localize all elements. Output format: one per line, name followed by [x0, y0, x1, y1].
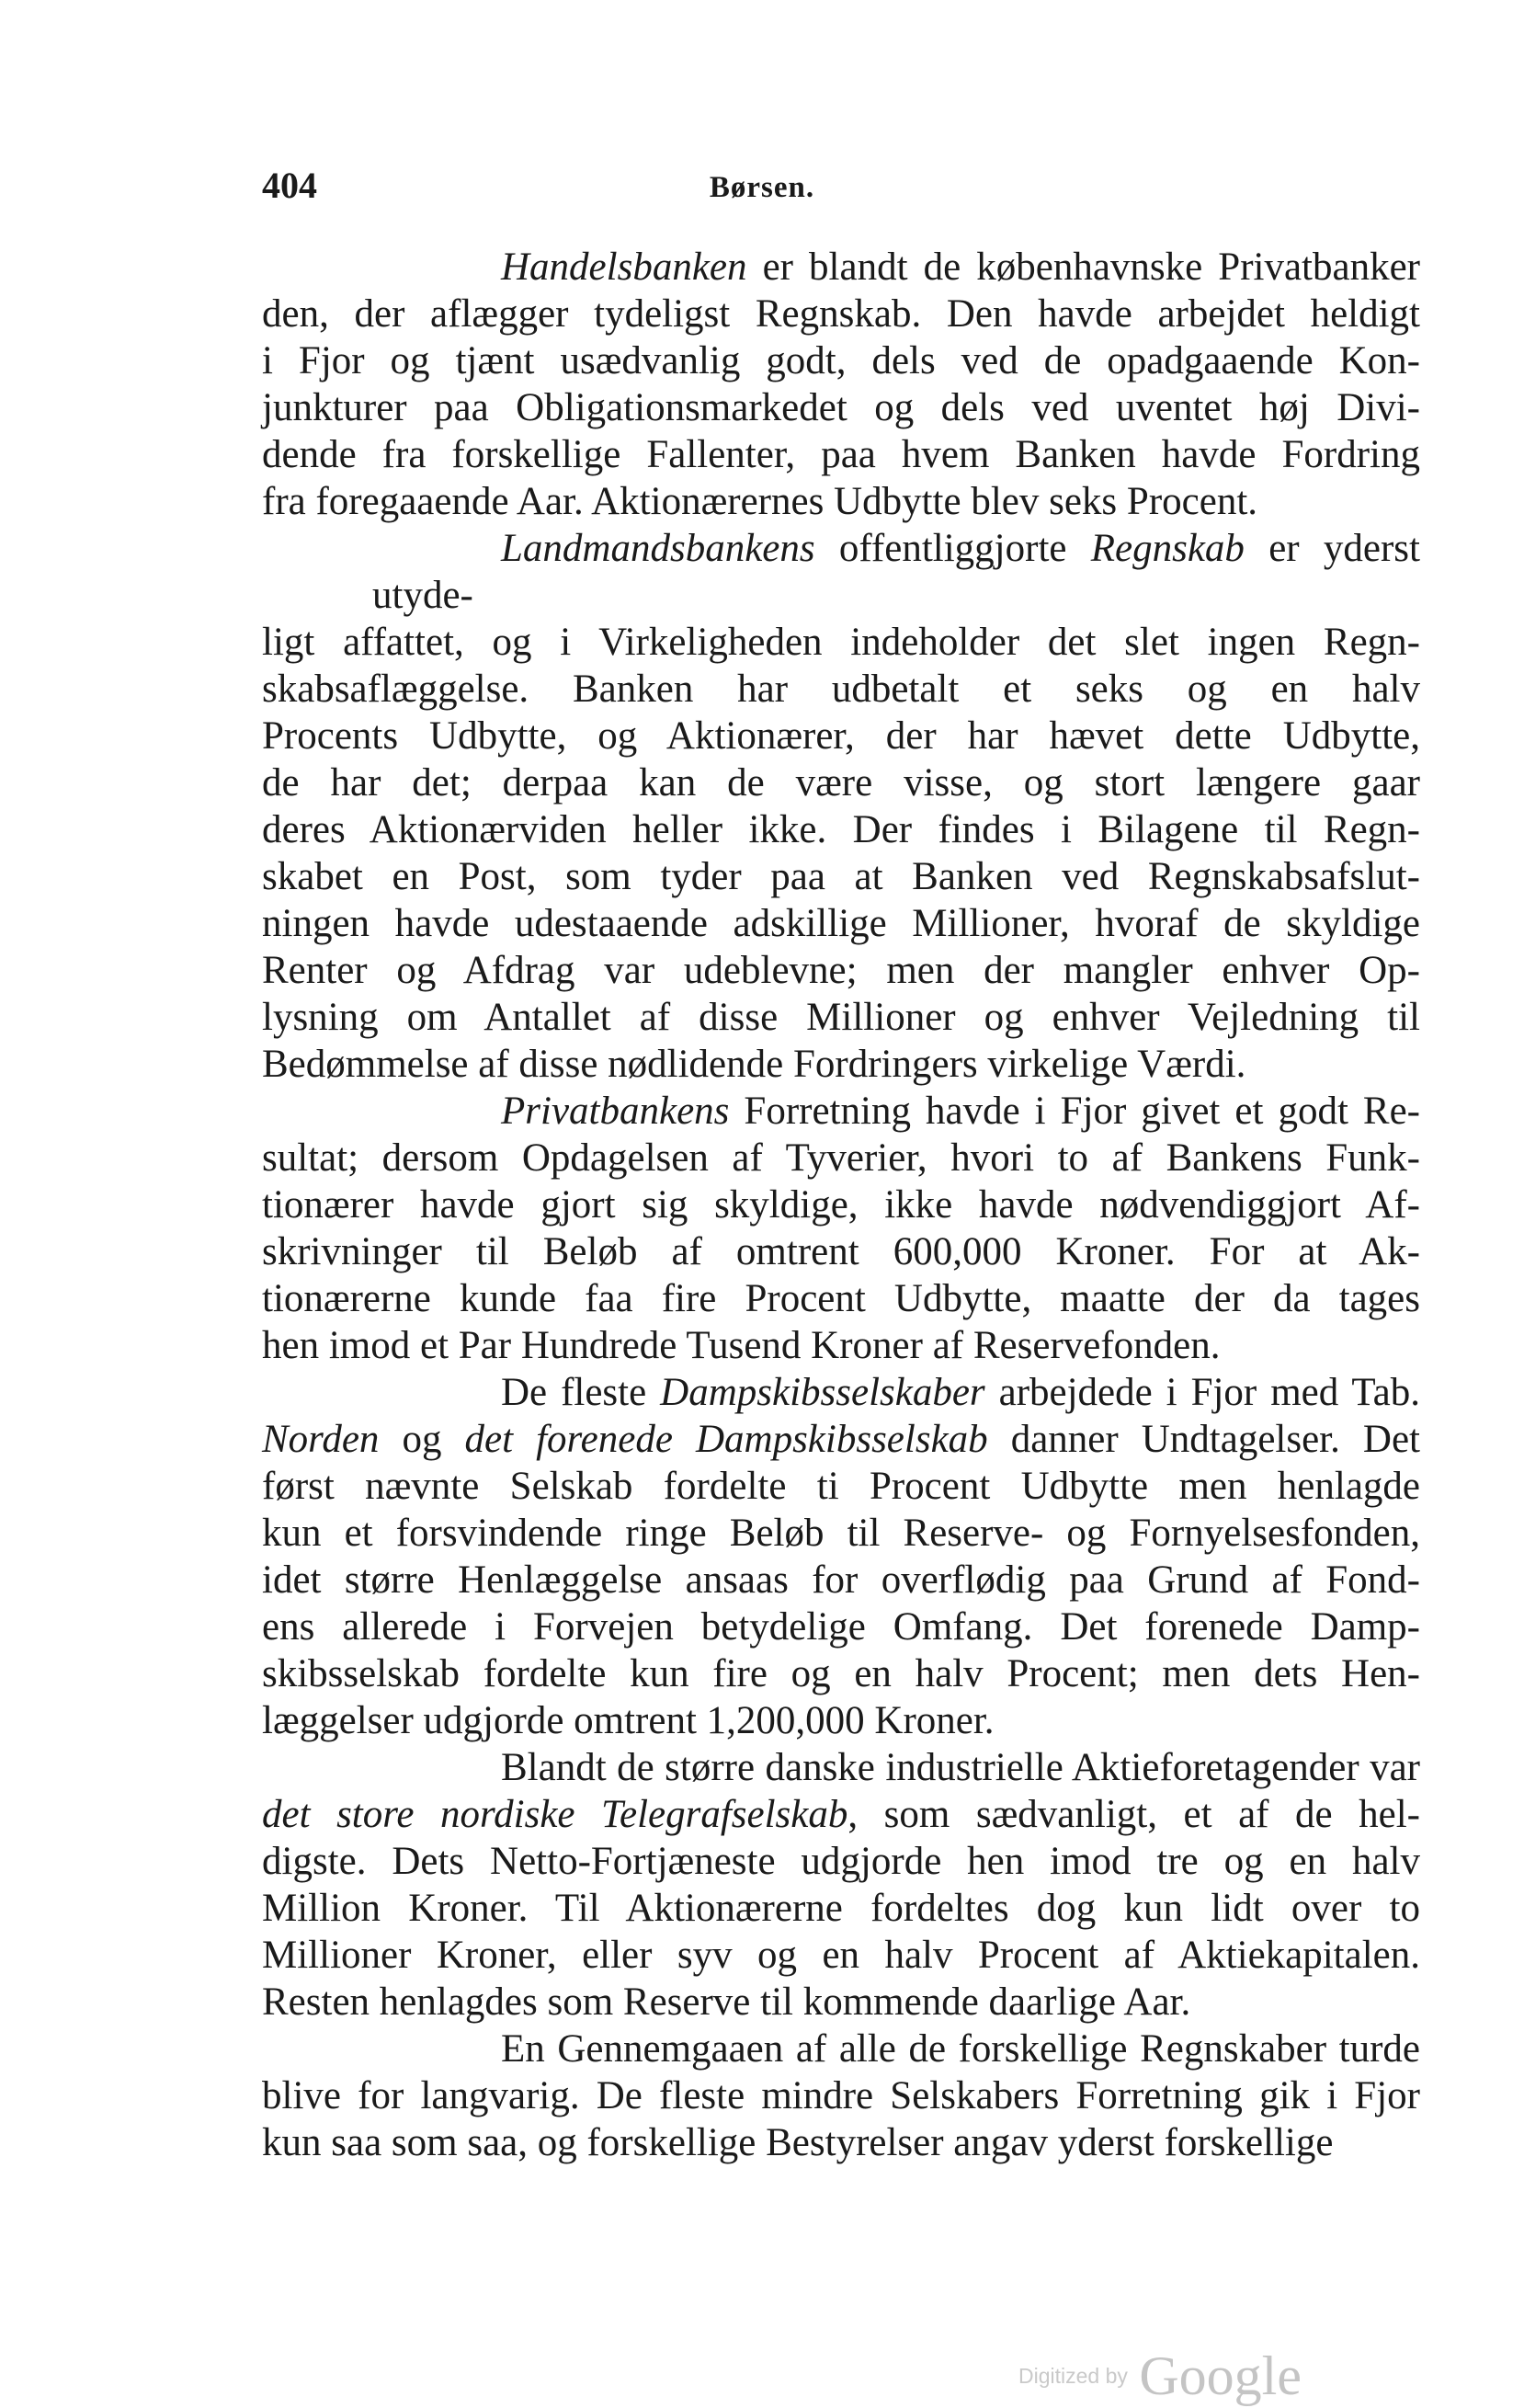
- text-line: [262, 1135, 1420, 1181]
- text-line: [262, 1416, 1420, 1463]
- text-run: skibsselskab fordelte kun fire og en halv Procent; men dets Hen-: [262, 1652, 1420, 1695]
- text-line: [262, 1275, 1420, 1322]
- text-run: skabsaflæggelse. Banken har udbetalt et seks og en halv: [262, 668, 1420, 711]
- text-line: [262, 1603, 1420, 1650]
- body-text: [262, 244, 1420, 2166]
- text-line: [262, 713, 1420, 759]
- text-run: Million Kroner. Til Aktionærerne fordeltes dog kun lidt over to: [262, 1887, 1420, 1930]
- text-run: , som sædvanligt, et af de hel-: [847, 1793, 1420, 1836]
- text-line: [262, 1510, 1420, 1557]
- text-run: og: [379, 1418, 465, 1461]
- text-line: [262, 2026, 1420, 2072]
- text-run: tionærerne kunde faa fire Procent Udbytte, maatte der da tages: [262, 1277, 1420, 1320]
- text-run: først nævnte Selskab fordelte ti Procent Udbytte men henlagde: [262, 1465, 1420, 1508]
- text-run: idet større Henlæggelse ansaas for overflødig paa Grund af Fond-: [262, 1558, 1420, 1602]
- text-run: Blandt de større danske industrielle Aktieforetagender var: [501, 1746, 1420, 1789]
- text-run: arbejdede i Fjor med Tab.: [984, 1371, 1420, 1414]
- text-run: danner Undtagelser. Det: [987, 1418, 1420, 1461]
- text-line: [262, 478, 1420, 525]
- italic-run: Regnskab: [1090, 527, 1245, 570]
- text-line: [262, 947, 1420, 994]
- text-run: hen imod et Par Hundrede Tusend Kroner af Reservefonden.: [262, 1324, 1221, 1367]
- text-line: [262, 1697, 1420, 1744]
- text-run: er yderst utyde-: [372, 527, 1420, 617]
- text-line: [262, 1557, 1420, 1603]
- text-line: [262, 1650, 1420, 1697]
- text-run: ningen havde udestaaende adskillige Millioner, hvoraf de skyldige: [262, 902, 1420, 945]
- text-run: dende fra forskellige Fallenter, paa hvem Banken havde Fordring: [262, 433, 1420, 476]
- text-line: [262, 291, 1420, 337]
- text-run: digste. Dets Netto-Fortjæneste udgjorde hen imod tre og en halv: [262, 1840, 1420, 1883]
- text-run: offentliggjorte: [814, 527, 1091, 570]
- text-run: ens allerede i Forvejen betydelige Omfang. Det forenede Damp-: [262, 1605, 1420, 1649]
- paragraph: [262, 1744, 1420, 2026]
- digitized-watermark: [1018, 2345, 1302, 2408]
- text-line: [262, 1369, 1420, 1416]
- text-run: læggelser udgjorde omtrent 1,200,000 Kroner.: [262, 1699, 995, 1742]
- text-line: [262, 525, 1420, 619]
- text-line: [262, 806, 1420, 853]
- text-run: skabet en Post, som tyder paa at Banken ved Regnskabsafslut-: [262, 855, 1420, 898]
- paragraph: [262, 1369, 1420, 1744]
- text-line: [262, 1744, 1420, 1791]
- italic-run: Norden: [262, 1418, 380, 1461]
- text-line: [262, 1228, 1420, 1275]
- paragraph: [262, 244, 1420, 525]
- text-line: [262, 853, 1420, 900]
- text-line: [262, 1885, 1420, 1932]
- text-run: De fleste: [501, 1371, 661, 1414]
- text-run: deres Aktionærviden heller ikke. Der findes i Bilagene til Regn-: [262, 808, 1420, 851]
- text-run: ligt affattet, og i Virkeligheden indeholder det slet ingen Regn-: [262, 621, 1420, 664]
- text-line: [262, 2072, 1420, 2119]
- italic-run: Privatbankens: [501, 1090, 730, 1133]
- text-run: Resten henlagdes som Reserve til kommende daarlige Aar.: [262, 1980, 1191, 2024]
- text-run: Millioner Kroner, eller syv og en halv Procent af Aktiekapitalen.: [262, 1934, 1420, 1977]
- text-line: [262, 666, 1420, 713]
- text-line: [262, 431, 1420, 478]
- text-run: de har det; derpaa kan de være visse, og stort længere gaar: [262, 761, 1420, 805]
- google-logo: Google: [1139, 2345, 1302, 2406]
- paragraph: [262, 1088, 1420, 1369]
- text-line: [262, 994, 1420, 1041]
- text-line: [262, 1838, 1420, 1885]
- text-run: Bedømmelse af disse nødlidende Fordringers virkelige Værdi.: [262, 1043, 1246, 1086]
- text-run: Procents Udbytte, og Aktionærer, der har hævet dette Udbytte,: [262, 714, 1420, 758]
- text-run: Renter og Afdrag var udeblevne; men der mangler enhver Op-: [262, 949, 1420, 992]
- text-run: sultat; dersom Opdagelsen af Tyverier, hvori to af Bankens Funk-: [262, 1136, 1420, 1180]
- text-run: skrivninger til Beløb af omtrent 600,000 Kroner. For at Ak-: [262, 1230, 1420, 1273]
- italic-run: Handelsbanken: [501, 245, 747, 289]
- text-run: den, der aflægger tydeligst Regnskab. Den havde arbejdet heldigt: [262, 292, 1420, 336]
- text-line: [262, 1088, 1420, 1135]
- text-line: [262, 1041, 1420, 1088]
- italic-run: Landmandsbankens: [501, 527, 815, 570]
- running-title: Børsen.: [709, 171, 815, 204]
- text-run: lysning om Antallet af disse Millioner og enhver Vejledning til: [262, 996, 1420, 1039]
- text-line: [262, 619, 1420, 666]
- italic-run: Dampskibsselskaber: [660, 1371, 985, 1414]
- text-run: kun et forsvindende ringe Beløb til Reserve- og Fornyelsesfonden,: [262, 1512, 1420, 1555]
- text-run: er blandt de københavnske Privatbanker: [746, 245, 1420, 289]
- text-run: i Fjor og tjænt usædvanlig godt, dels ved de opadgaaende Kon-: [262, 339, 1420, 382]
- text-run: blive for langvarig. De fleste mindre Selskabers Forretning gik i Fjor: [262, 2074, 1420, 2117]
- text-line: [262, 2119, 1420, 2166]
- paragraph: [262, 525, 1420, 1088]
- text-line: [262, 1979, 1420, 2026]
- text-run: junkturer paa Obligationsmarkedet og dels ved uventet høj Divi-: [262, 386, 1420, 429]
- text-line: [262, 384, 1420, 431]
- italic-run: det forenede Dampskibsselskab: [464, 1418, 988, 1461]
- digitized-by-label: Digitized by: [1018, 2364, 1128, 2388]
- paragraph: [262, 2026, 1420, 2166]
- page-number: 404: [262, 165, 317, 206]
- text-run: En Gennemgaaen af alle de forskellige Regnskaber turde: [501, 2027, 1420, 2071]
- text-line: [262, 1932, 1420, 1979]
- text-run: tionærer havde gjort sig skyldige, ikke havde nødvendiggjort Af-: [262, 1183, 1420, 1227]
- text-line: [262, 244, 1420, 291]
- italic-run: det store nordiske Telegrafselskab: [262, 1793, 848, 1836]
- text-line: [262, 1463, 1420, 1510]
- text-run: Forretning havde i Fjor givet et godt Re-: [729, 1090, 1420, 1133]
- text-line: [262, 1322, 1420, 1369]
- text-run: fra foregaaende Aar. Aktionærernes Udbytte blev seks Procent.: [262, 480, 1258, 523]
- text-line: [262, 337, 1420, 384]
- text-line: [262, 1791, 1420, 1838]
- text-line: [262, 900, 1420, 947]
- text-line: [262, 759, 1420, 806]
- text-run: kun saa som saa, og forskellige Bestyrelser angav yderst forskellige: [262, 2121, 1334, 2164]
- text-line: [262, 1181, 1420, 1228]
